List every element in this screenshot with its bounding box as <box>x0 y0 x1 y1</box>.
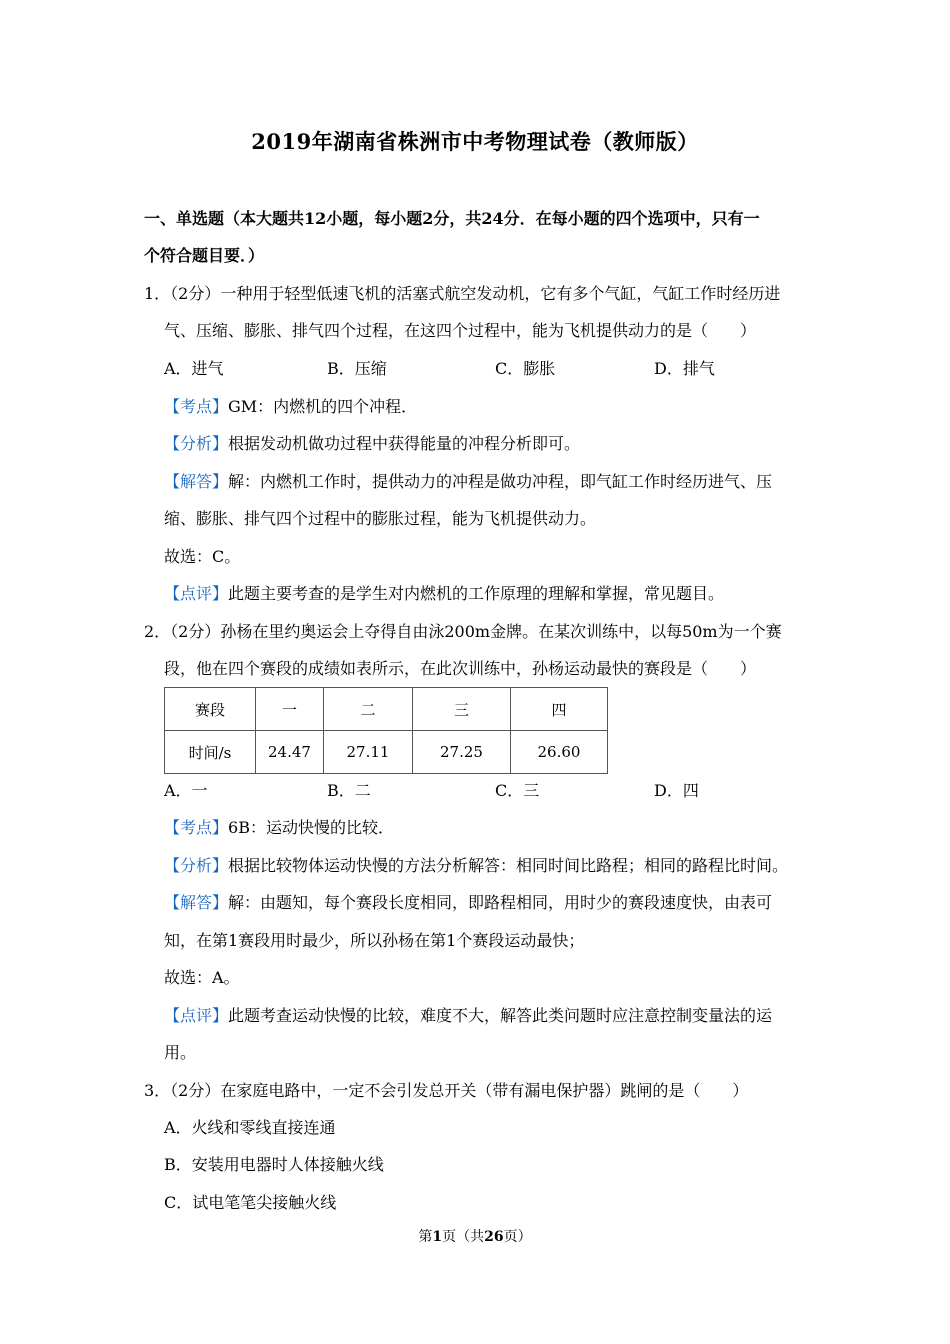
q2-option-b: B．二 <box>327 781 371 800</box>
section-heading-line2: 个符合题目要．） <box>144 246 265 265</box>
table-row <box>165 731 608 774</box>
q2-fenxi <box>164 855 788 877</box>
q1-dianping-text: 此题主要考查的是学生对内燃机的工作原理的理解和掌握，常见题目。 <box>228 584 725 603</box>
q1-fenxi-text: 根据发动机做功过程中获得能量的冲程分析即可。 <box>228 434 581 453</box>
q2-jieda-tag: 【解答】 <box>164 893 229 912</box>
footer-total-pages: 26 <box>484 1229 504 1245</box>
q1-option-c: C．膨胀 <box>495 359 556 378</box>
q2-dianping-line2: 用。 <box>164 1043 197 1062</box>
table-cell: 三 <box>413 688 511 731</box>
table-cell: 27.11 <box>324 731 413 774</box>
q1-stem-line2: 气、压缩、膨胀、排气四个过程，在这四个过程中，能为飞机提供动力的是（ ） <box>164 321 757 340</box>
q2-jieda-text: 解：由题知，每个赛段长度相同，即路程相同，用时少的赛段速度快，由表可 <box>228 893 773 912</box>
q3-stem: 3．（2分）在家庭电路中，一定不会引发总开关（带有漏电保护器）跳闸的是（ ） <box>144 1081 749 1100</box>
q1-kaodian-tag: 【考点】 <box>164 397 229 416</box>
q2-stem-line1: 2．（2分）孙杨在里约奥运会上夺得自由泳200m金牌。在某次训练中，以每50m为一个赛 <box>144 622 782 641</box>
q2-fenxi-tag: 【分析】 <box>164 856 229 875</box>
q1-jieda-text: 解：内燃机工作时，提供动力的冲程是做功冲程，即气缸工作时经历进气、压 <box>228 472 773 491</box>
table-cell: 26.60 <box>511 731 608 774</box>
footer-prefix: 第 <box>418 1229 433 1245</box>
q1-kaodian-text: GM：内燃机的四个冲程． <box>228 397 418 416</box>
table-cell: 时间/s <box>165 731 256 774</box>
q2-jieda <box>164 892 772 914</box>
q1-answer: 故选：C。 <box>164 547 241 566</box>
table-cell: 24.47 <box>256 731 324 774</box>
q1-option-d: D．排气 <box>654 359 715 378</box>
q1-option-a: A．进气 <box>164 359 224 378</box>
page-footer <box>0 1226 950 1246</box>
table-cell: 四 <box>511 688 608 731</box>
q1-stem-line1: 1．（2分）一种用于轻型低速飞机的活塞式航空发动机，它有多个气缸，气缸工作时经历进 <box>144 284 781 303</box>
section-heading-line1: 一、单选题（本大题共12小题，每小题2分，共24分．在每小题的四个选项中，只有一 <box>144 209 760 228</box>
q3-option-a: A．火线和零线直接连通 <box>164 1118 336 1137</box>
q1-fenxi <box>164 433 580 455</box>
q1-fenxi-tag: 【分析】 <box>164 434 229 453</box>
footer-suffix: 页） <box>503 1229 532 1245</box>
q2-dianping <box>164 1005 772 1027</box>
footer-page-number: 1 <box>432 1229 443 1245</box>
q2-option-d: D．四 <box>654 781 699 800</box>
q2-kaodian-tag: 【考点】 <box>164 818 229 837</box>
q1-jieda-line2: 缩、膨胀、排气四个过程中的膨胀过程，能为飞机提供动力。 <box>164 509 597 528</box>
q1-kaodian <box>164 396 417 418</box>
table-cell: 二 <box>324 688 413 731</box>
q2-kaodian-text: 6B：运动快慢的比较． <box>228 818 394 837</box>
q1-option-b: B．压缩 <box>327 359 387 378</box>
q1-dianping-tag: 【点评】 <box>164 584 229 603</box>
q2-stem-line2: 段，他在四个赛段的成绩如表所示，在此次训练中，孙杨运动最快的赛段是（ ） <box>164 659 757 678</box>
q1-jieda <box>164 471 772 493</box>
q2-data-table <box>164 687 608 774</box>
footer-mid: 页（共 <box>442 1229 485 1245</box>
q2-jieda-line2: 知，在第1赛段用时最少，所以孙杨在第1个赛段运动最快； <box>164 931 585 950</box>
table-cell: 一 <box>256 688 324 731</box>
q1-jieda-tag: 【解答】 <box>164 472 229 491</box>
table-row <box>165 688 608 731</box>
q2-dianping-tag: 【点评】 <box>164 1006 229 1025</box>
q3-option-c: C．试电笔笔尖接触火线 <box>164 1193 337 1212</box>
q2-option-a: A．一 <box>164 781 208 800</box>
table-cell: 赛段 <box>165 688 256 731</box>
q3-option-b: B．安装用电器时人体接触火线 <box>164 1155 384 1174</box>
q2-answer: 故选：A。 <box>164 968 240 987</box>
q2-option-c: C．三 <box>495 781 540 800</box>
q2-fenxi-text: 根据比较物体运动快慢的方法分析解答：相同时间比路程；相同的路程比时间。 <box>228 856 789 875</box>
q2-dianping-text: 此题考查运动快慢的比较，难度不大，解答此类问题时应注意控制变量法的运 <box>228 1006 773 1025</box>
table-cell: 27.25 <box>413 731 511 774</box>
page-title: 2019年湖南省株洲市中考物理试卷（教师版） <box>251 129 699 154</box>
q1-dianping <box>164 583 724 605</box>
q2-kaodian <box>164 817 394 839</box>
